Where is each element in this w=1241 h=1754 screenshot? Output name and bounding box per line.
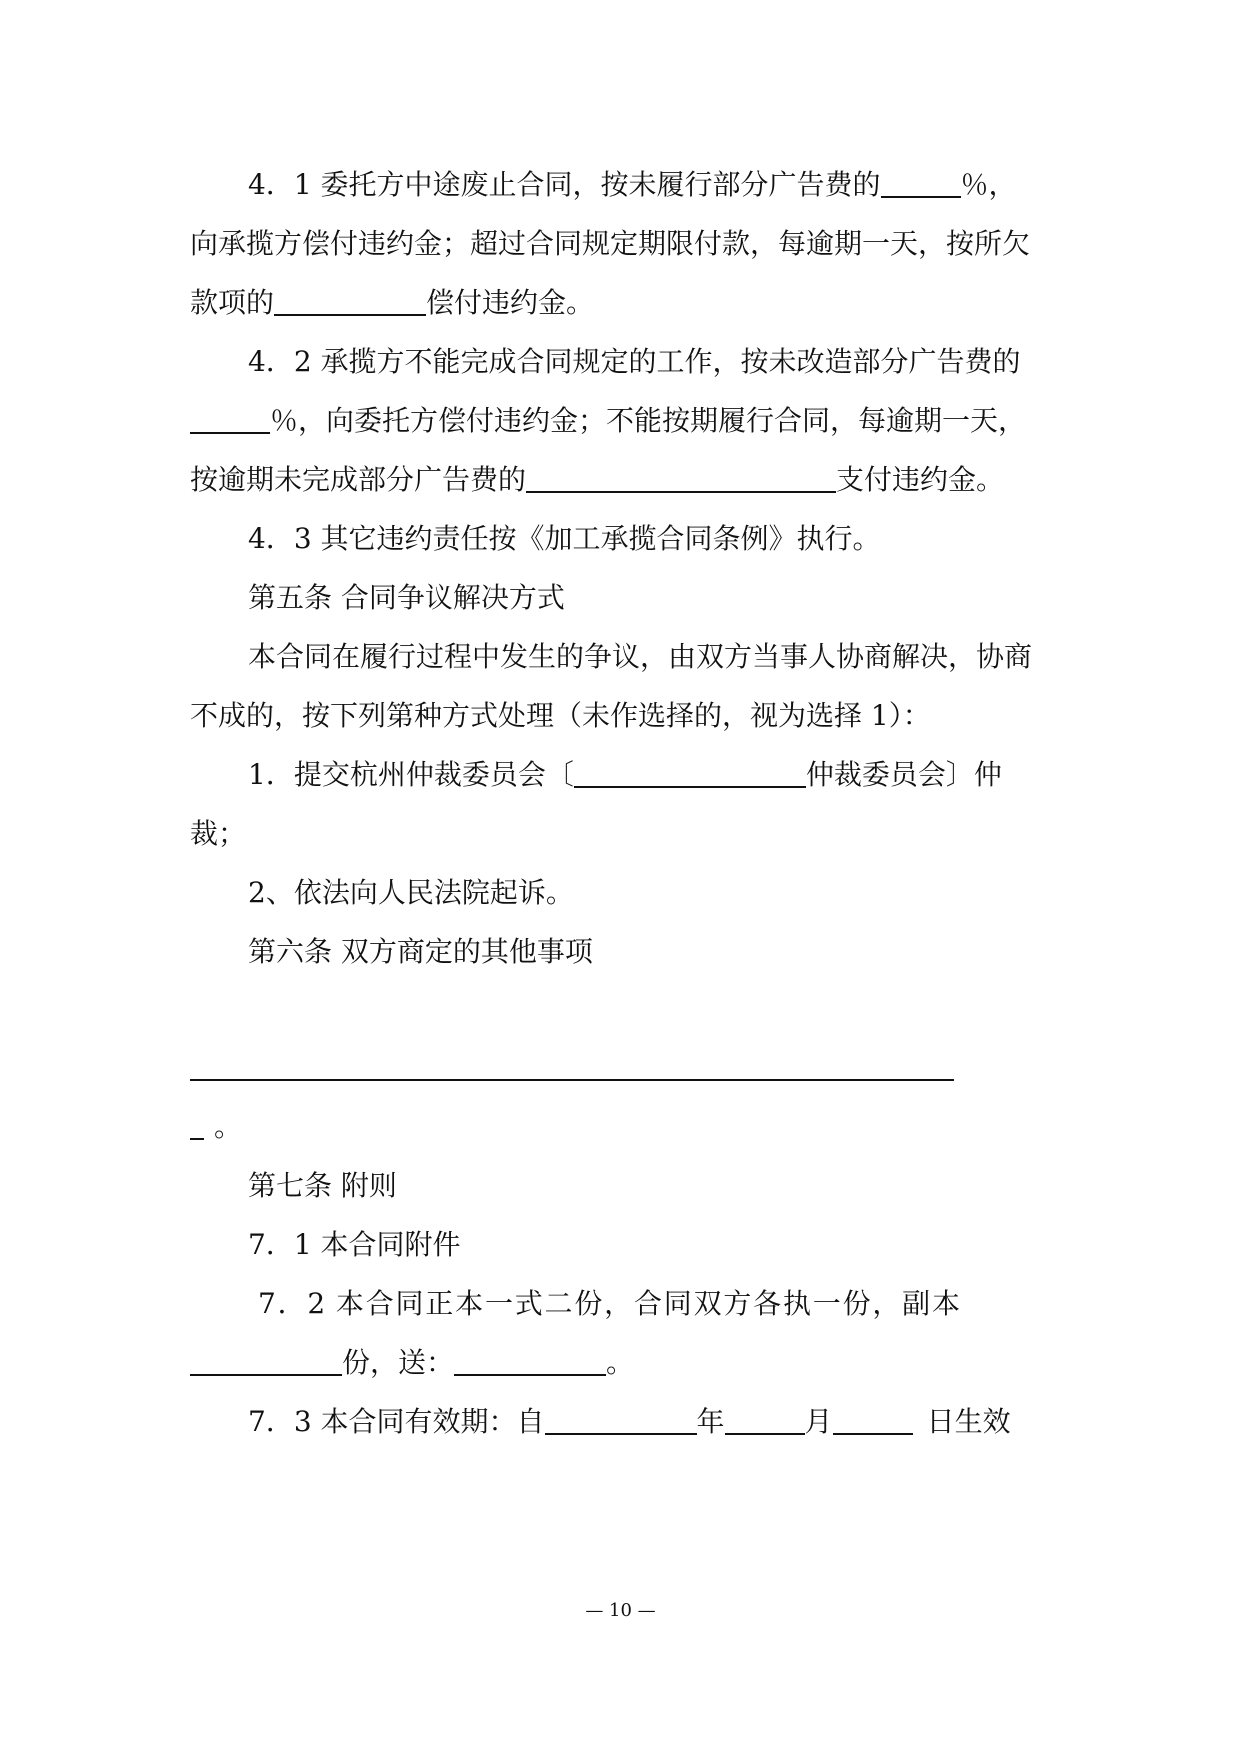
blank-year: [545, 1403, 697, 1435]
text: 7．3 本合同有效期：自: [248, 1405, 545, 1438]
clause-4-1-line-3: [190, 279, 1060, 327]
blank-amount: [526, 461, 836, 493]
option-2: 2、依法向人民法院起诉。: [248, 876, 574, 909]
text: 支付违约金。: [836, 463, 1005, 496]
text: 仲裁委员会〕仲: [805, 758, 1002, 791]
text: 月: [804, 1405, 833, 1438]
article-6-blank-end: [190, 1103, 1060, 1151]
text: 。: [214, 1110, 243, 1143]
article-6-blank-line: [190, 1044, 1060, 1092]
clause-7-2-line-1: 7．2 本合同正本一式二份，合同双方各执一份，副本: [258, 1287, 960, 1320]
text: 份，送：: [342, 1346, 455, 1379]
article-6-heading: 第六条 双方商定的其他事项: [248, 935, 593, 968]
blank-month: [725, 1403, 805, 1435]
blank-recipient: [454, 1344, 606, 1376]
text: 偿付违约金。: [426, 286, 595, 319]
text: 款项的: [190, 286, 275, 319]
option-1-line-1: [248, 751, 1060, 799]
text: 。: [606, 1346, 635, 1379]
text: ％，向委托方偿付违约金；不能按期履行合同，每逾期一天，: [270, 404, 1027, 437]
clause-7-2-line-2: [190, 1339, 1060, 1387]
clause-4-1-line-1: [248, 161, 1060, 209]
blank-percent: [190, 402, 270, 434]
option-1-line-2: 裁；: [190, 817, 247, 850]
clause-4-3: 4．3 其它违约责任按《加工承揽合同条例》执行。: [248, 522, 881, 555]
blank-day: [833, 1403, 913, 1435]
page-number: — 10 —: [585, 1600, 656, 1621]
clause-4-2-line-1: 4．2 承揽方不能完成合同规定的工作，按未改造部分广告费的: [248, 345, 1021, 378]
text: 年: [696, 1405, 725, 1438]
blank-copies: [190, 1344, 342, 1376]
text: 4．1 委托方中途废止合同，按未履行部分广告费的: [248, 168, 881, 201]
text: 日生效: [926, 1405, 1011, 1438]
blank-amount: [274, 284, 426, 316]
article-5-heading: 第五条 合同争议解决方式: [248, 581, 565, 614]
text: ％，: [960, 168, 1017, 201]
article-5-line-1: 本合同在履行过程中发生的争议，由双方当事人协商解决，协商: [248, 640, 1033, 673]
clause-4-2-line-2: [190, 397, 1060, 445]
blank-other-matters-end: [190, 1108, 204, 1140]
clause-7-1: 7．1 本合同附件: [248, 1228, 461, 1261]
blank-percent: [881, 166, 961, 198]
clause-4-1-line-2: 向承揽方偿付违约金；超过合同规定期限付款，每逾期一天，按所欠: [190, 227, 1031, 260]
blank-other-matters: [190, 1049, 954, 1081]
blank-arbitration-committee: [574, 756, 806, 788]
text: 1．提交杭州仲裁委员会〔: [248, 758, 574, 791]
text: 按逾期未完成部分广告费的: [190, 463, 527, 496]
article-7-heading: 第七条 附则: [248, 1169, 397, 1202]
article-5-line-2: 不成的，按下列第种方式处理（未作选择的，视为选择 1）：: [190, 699, 931, 732]
clause-7-3: [248, 1398, 1060, 1446]
clause-4-2-line-3: [190, 456, 1060, 504]
